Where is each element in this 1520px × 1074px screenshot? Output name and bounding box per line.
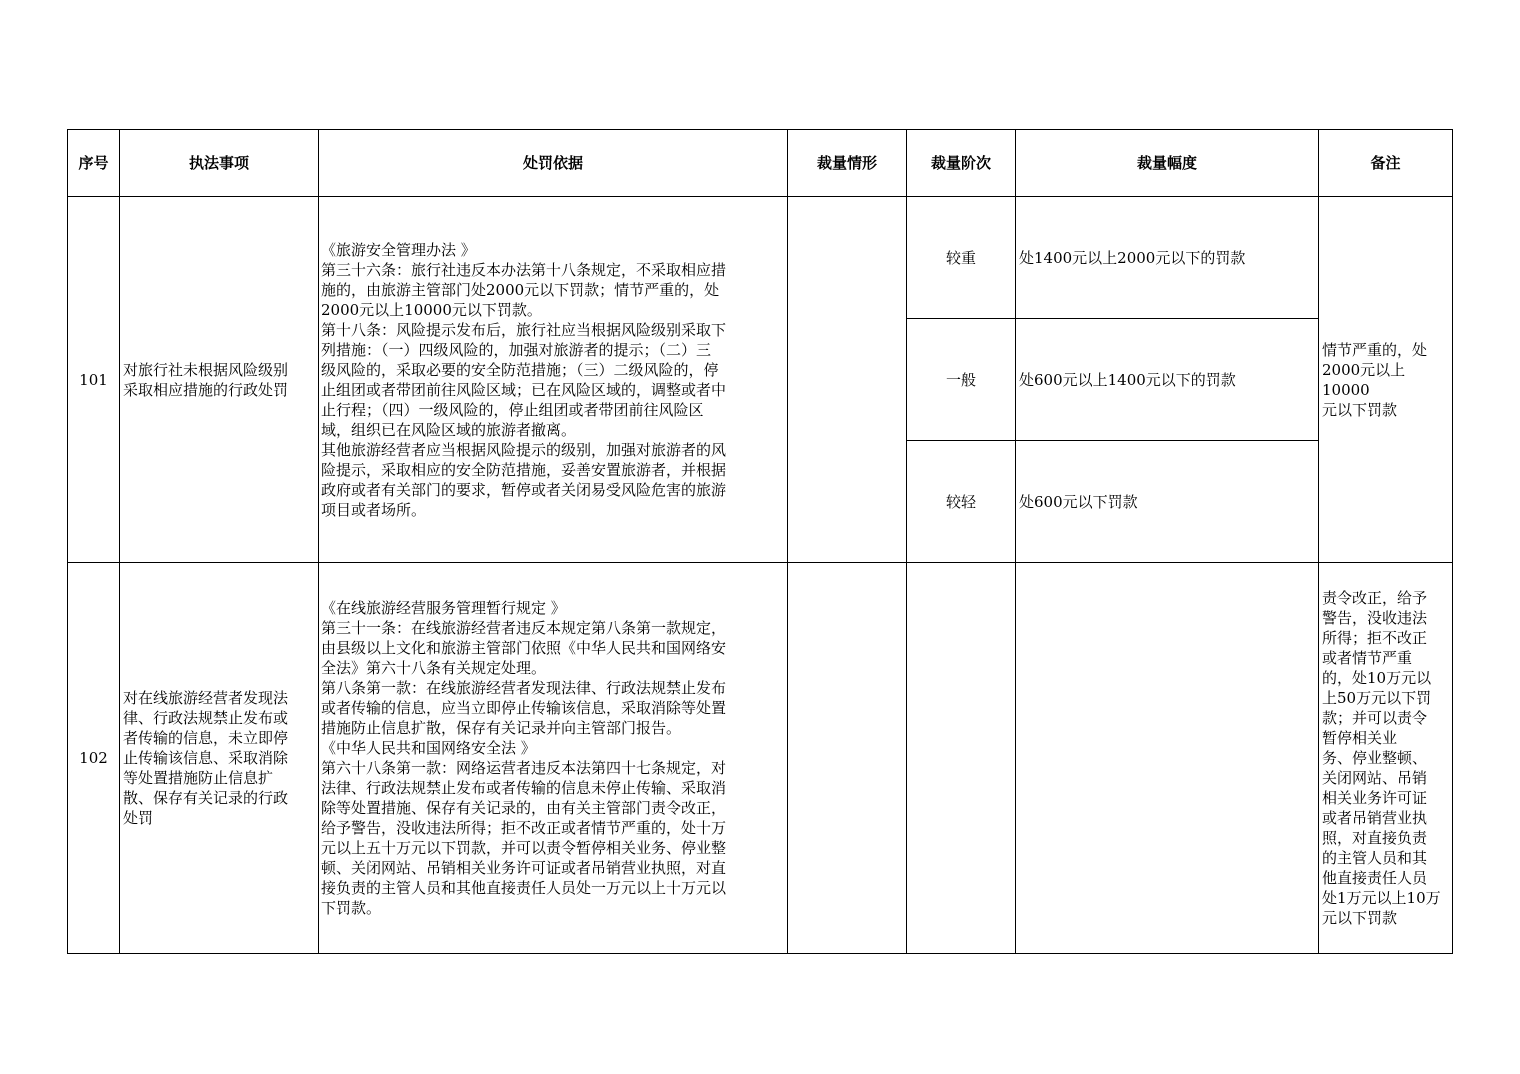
row-seq: 102 bbox=[68, 563, 120, 954]
row-remark: 责令改正，给予 警告，没收违法 所得；拒不改正 或者情节严重 的，处10万元以 上50万元以下罚 款；并可以责令 暂停相关业 务、停业整顿、 关闭网站、吊销 相关业务许可证 或者吊销营业执 照，对直接负责 的主管人员和其 他直接责任人员 处1万元以上10万 元以下罚款 bbox=[1319, 563, 1453, 954]
header-circumstance: 裁量情形 bbox=[788, 130, 907, 197]
row-level bbox=[907, 563, 1016, 954]
row-seq: 101 bbox=[68, 197, 120, 563]
row-circumstance bbox=[788, 563, 907, 954]
header-remark: 备注 bbox=[1319, 130, 1453, 197]
penalty-table bbox=[67, 129, 1453, 954]
header-seq: 序号 bbox=[68, 130, 120, 197]
row-range: 处600元以上1400元以下的罚款 bbox=[1016, 319, 1319, 441]
row-remark: 情节严重的，处 2000元以上10000 元以下罚款 bbox=[1319, 197, 1453, 563]
row-range bbox=[1016, 563, 1319, 954]
row-circumstance bbox=[788, 197, 907, 563]
header-level: 裁量阶次 bbox=[907, 130, 1016, 197]
row-level: 较轻 bbox=[907, 441, 1016, 563]
row-matter: 对旅行社未根据风险级别 采取相应措施的行政处罚 bbox=[120, 197, 319, 563]
header-basis: 处罚依据 bbox=[319, 130, 788, 197]
header-range: 裁量幅度 bbox=[1016, 130, 1319, 197]
table-row bbox=[68, 563, 1453, 954]
row-matter: 对在线旅游经营者发现法 律、行政法规禁止发布或 者传输的信息，未立即停 止传输该信息、采取消除 等处置措施防止信息扩 散、保存有关记录的行政 处罚 bbox=[120, 563, 319, 954]
row-level: 一般 bbox=[907, 319, 1016, 441]
header-row bbox=[68, 130, 1453, 197]
row-range: 处600元以下罚款 bbox=[1016, 441, 1319, 563]
row-range: 处1400元以上2000元以下的罚款 bbox=[1016, 197, 1319, 319]
row-basis: 《旅游安全管理办法 》 第三十六条：旅行社违反本办法第十八条规定，不采取相应措 施的，由旅游主管部门处2000元以下罚款；情节严重的，处 2000元以上10000元以下罚款。 第十八条：风险提示发布后，旅行社应当根据风险级别采取下 列措施：（一）四级风险的，加强对旅游者的提示；（二）三 级风险的，采取必要的安全防范措施；（三）二级风险的，停 止组团或者带团前往风险区域；已在风险区域的，调整或者中 止行程；（四）一级风险的，停止组团或者带团前往风险区 域，组织已在风险区域的旅游者撤离。 其他旅游经营者应当根据风险提示的级别，加强对旅游者的风 险提示，采取相应的安全防范措施，妥善安置旅游者，并根据 政府或者有关部门的要求，暂停或者关闭易受风险危害的旅游 项目或者场所。 bbox=[319, 197, 788, 563]
row-basis: 《在线旅游经营服务管理暂行规定 》 第三十一条：在线旅游经营者违反本规定第八条第一款规定， 由县级以上文化和旅游主管部门依照《中华人民共和国网络安 全法》第六十八条有关规定处理。 第八条第一款：在线旅游经营者发现法律、行政法规禁止发布 或者传输的信息，应当立即停止传输该信息，采取消除等处置 措施防止信息扩散，保存有关记录并向主管部门报告。 《中华人民共和国网络安全法 》 第六十八条第一款：网络运营者违反本法第四十七条规定，对 法律、行政法规禁止发布或者传输的信息未停止传输、采取消 除等处置措施、保存有关记录的，由有关主管部门责令改正， 给予警告，没收违法所得；拒不改正或者情节严重的，处十万 元以上五十万元以下罚款，并可以责令暂停相关业务、停业整 顿、关闭网站、吊销相关业务许可证或者吊销营业执照，对直 接负责的主管人员和其他直接责任人员处一万元以上十万元以 下罚款。 bbox=[319, 563, 788, 954]
header-matter: 执法事项 bbox=[120, 130, 319, 197]
table-row bbox=[68, 197, 1453, 319]
row-level: 较重 bbox=[907, 197, 1016, 319]
